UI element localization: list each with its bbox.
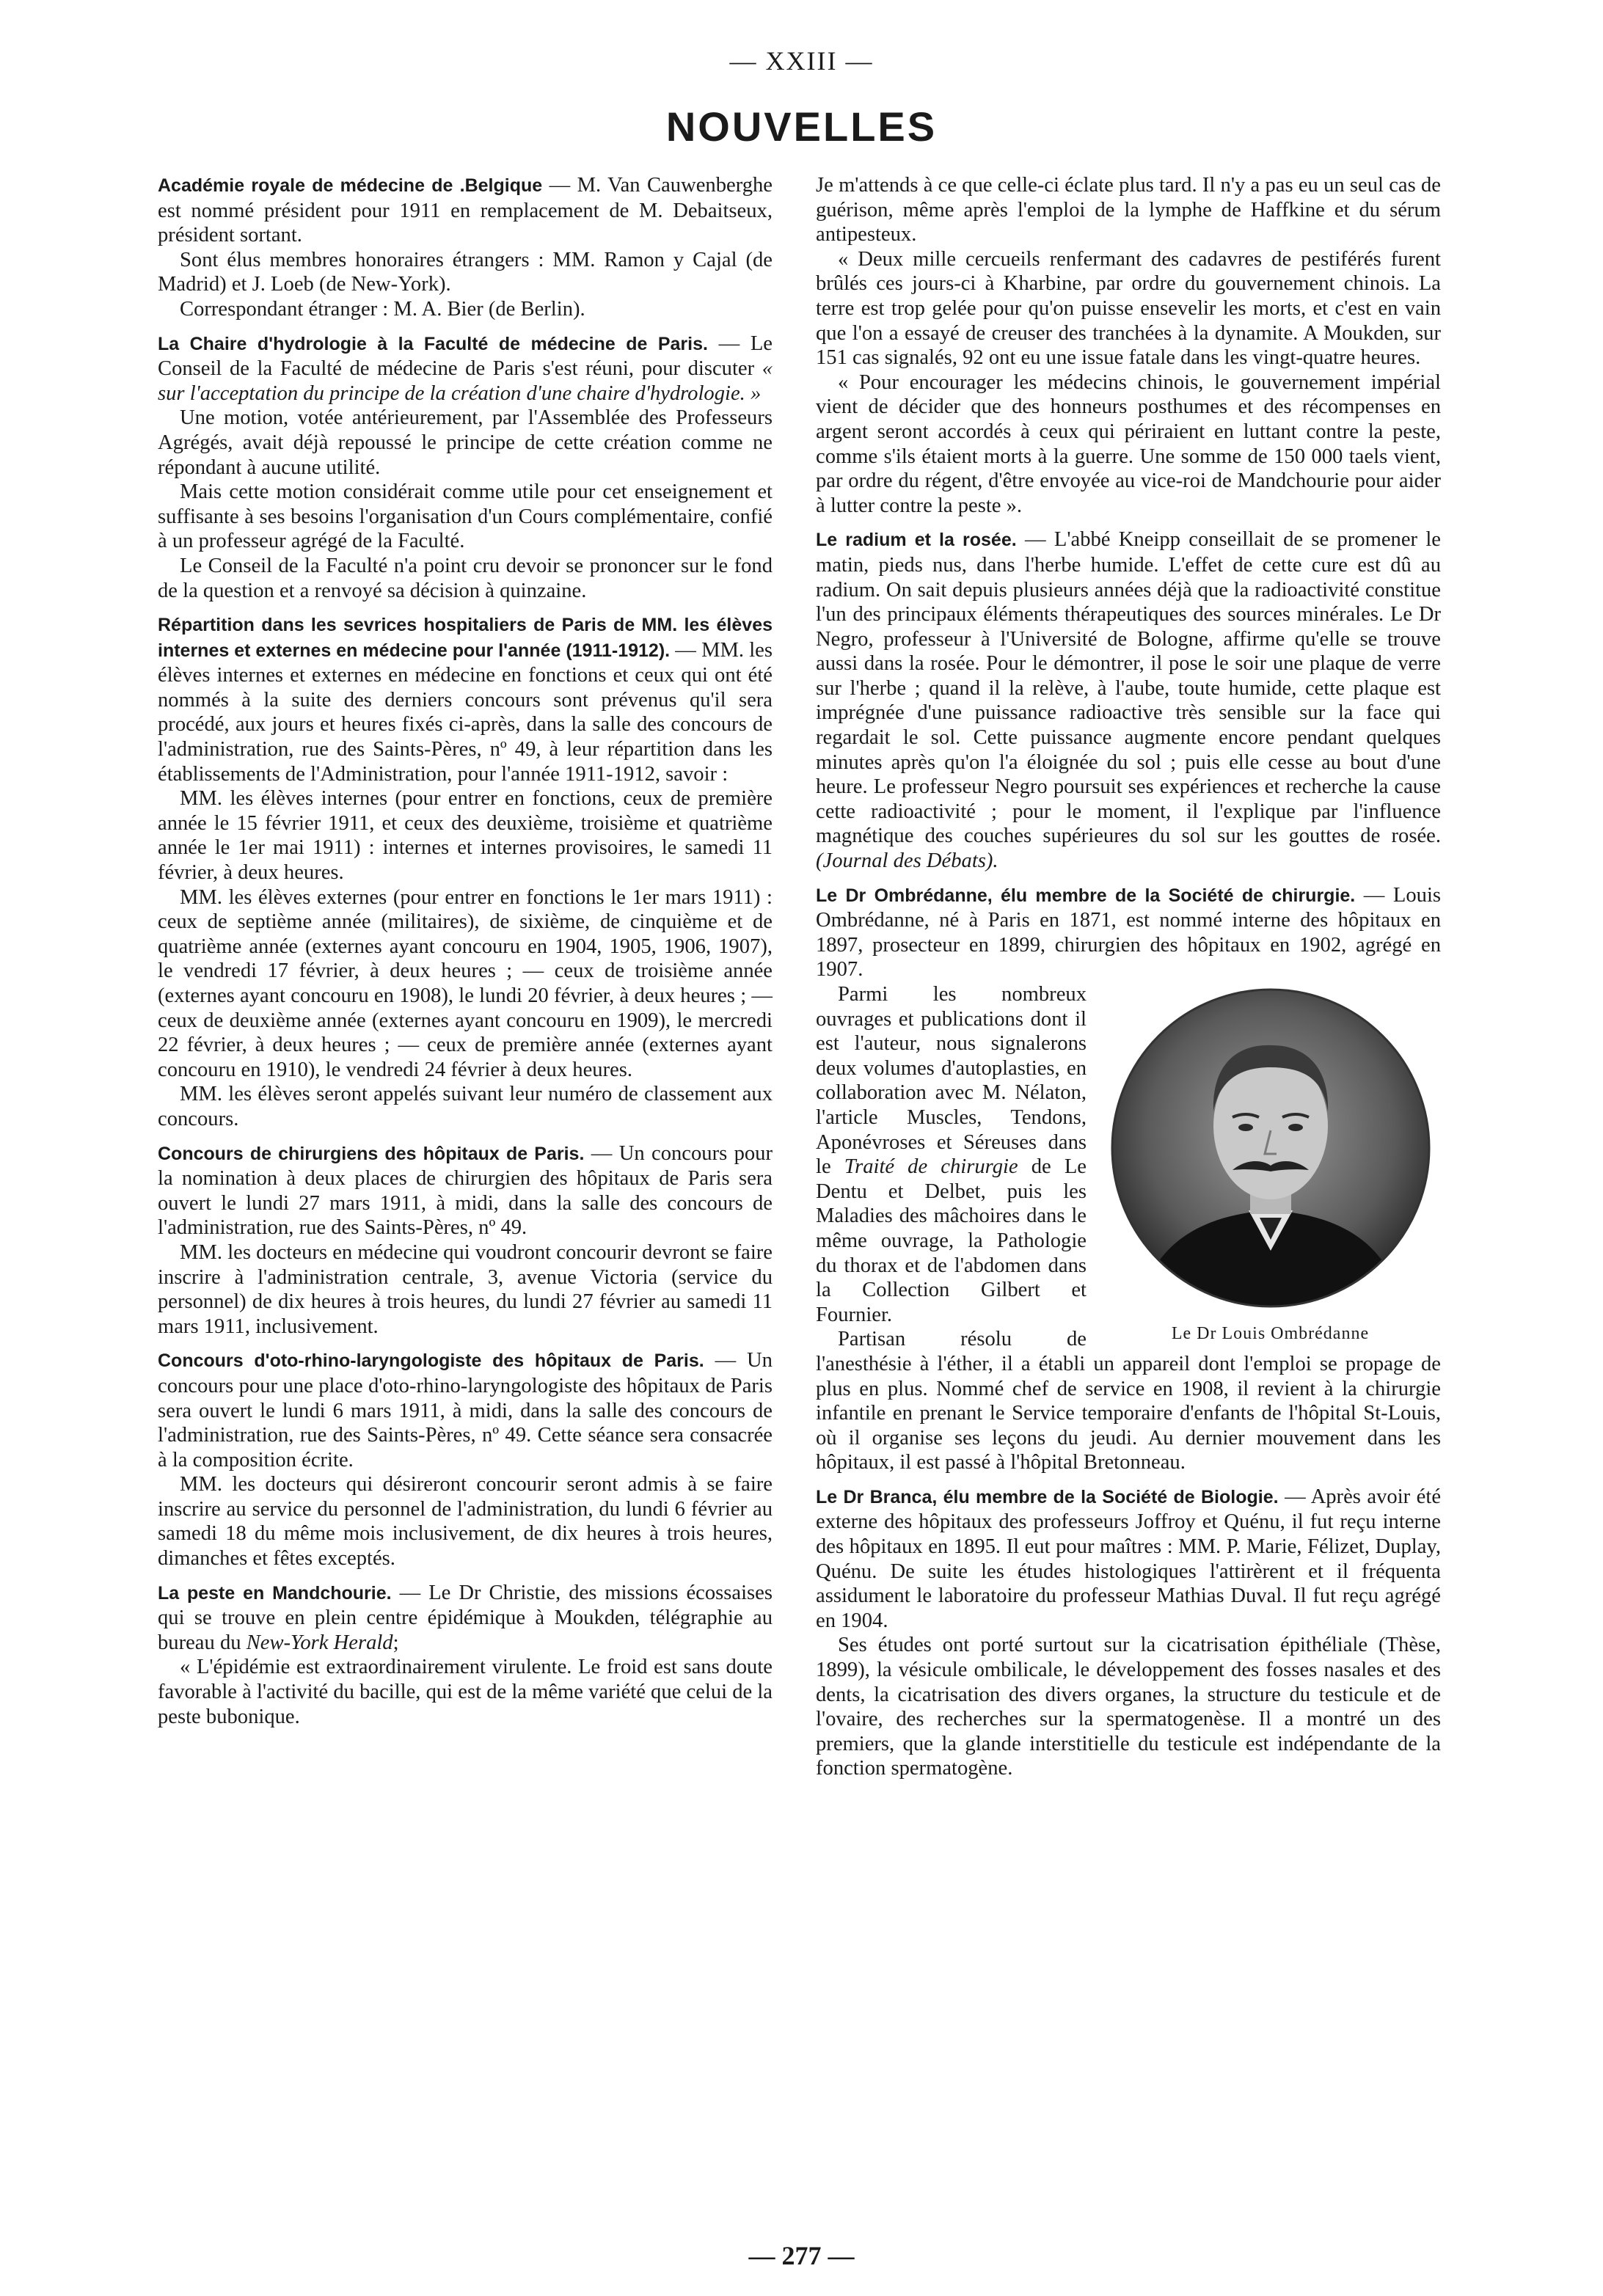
article-peste-continued [816, 173, 1441, 518]
article-paragraph: Le Conseil de la Faculté n'a point cru devoir se prononcer sur le fond de la question et a renvoyé sa décision à quinzaine. [158, 554, 773, 602]
newspaper-name: New-York Herald [246, 1631, 393, 1654]
article-paragraph: MM. les élèves externes (pour entrer en fonctions le 1er mars 1911) : ceux de septième année (militaires), de sixième, de cinquième et de quatrième année (externes ayant concouru en 1904, 1905, 1906, 1907), le vendredi 17 février, à deux heures ; — ceux de troisième année (externes ayant concouru en 1908), le lundi 20 février, à deux heures ; — ceux de deuxième année (externes ayant concouru en 1909), le mercredi 22 février, à deux heures ; — ceux de première année (externes ayant concouru en 1910), le vendredi 24 février à deux heures. [158, 885, 773, 1081]
section-title: NOUVELLES [665, 103, 938, 150]
article-paragraph: MM. les docteurs qui désireront concourir seront admis à se faire inscrire au service du personnel de l'administration, du lundi 6 février au samedi 18 du même mois inclusivement, de dix heures à trois heures, dimanches et fêtes exceptés. [158, 1473, 773, 1571]
article-paragraph: MM. les élèves internes (pour entrer en fonctions, ceux de première année le 15 février 1911, et ceux des deuxième, troisième et quatrième année le 1er mai 1911) : internes et internes provisoires, le samedi 11 février, à deux heures. [158, 787, 773, 885]
portrait-caption: Le Dr Louis Ombrédanne [1171, 1323, 1370, 1343]
article-source: (Journal des Débats). [816, 849, 998, 873]
article-radium-rosee [816, 527, 1441, 873]
article-paragraph: Correspondant étranger : M. A. Bier (de Berlin). [180, 297, 585, 321]
running-head: — XXIII — [729, 46, 874, 76]
article-paragraph: Ses études ont porté surtout sur la cicatrisation épithéliale (Thèse, 1899), la vésicule ombilicale, le développement des fosses nasales et des dents, la cicatrisation des divers organes, la structure du testicule et de l'ovaire, des recherches sur la spermatogenèse. Il a montré un des premiers, que la glande interstitielle du testicule est indépendante de la fonction spermatogène. [816, 1634, 1441, 1780]
article-paragraph: Sont élus membres honoraires étrangers : MM. Ramon y Cajal (de Madrid) et J. Loeb (de New-York). [158, 248, 773, 296]
article-text: — Après avoir été externe des hôpitaux des professeurs Joffroy et Quénu, il fut reçu interne des hôpitaux en 1895. Il eut pour maîtres : MM. P. Marie, Félizet, Duplay, Quénu. De suite les études histologiques l'attirèrent et il fréquenta assidument le laboratoire du professeur Mathias Duval. Il fut reçu agrégé en 1904. [816, 1485, 1442, 1632]
article-text: — Un concours pour la nomination à deux places de chirurgien des hôpitaux de Paris sera ouvert le lundi 27 mars 1911, à midi, dans la salle des concours de l'administration, rue des Saints-Pères, nº 49. [158, 1141, 773, 1240]
article-heading: Académie royale de médecine de .Belgique [158, 175, 543, 196]
article-heading: Le Dr Ombrédanne, élu membre de la Société de chirurgie. [816, 885, 1356, 906]
book-title: Traité de chirurgie [844, 1155, 1018, 1179]
page-number: — 277 — [748, 2241, 855, 2270]
article-paragraph: « Pour encourager les médecins chinois, le gouvernement impérial vient de décider que des honneurs posthumes et des récompenses en argent seront accordés à ceux qui périraient en luttant contre la peste, comme s'ils étaient morts à la guerre. Une somme de 150 000 taels vient, par ordre du régent, d'être envoyée au vice-roi de Mandchourie pour aider à lutter contre la peste ». [816, 370, 1441, 517]
article-heading: Concours d'oto-rhino-laryngologiste des hôpitaux de Paris. [158, 1350, 704, 1372]
article-heading: Le radium et la rosée. [816, 530, 1017, 551]
article-paragraph: « Deux mille cercueils renfermant des cadavres de pestiférés furent brûlés ces jours-ci à Kharbine, par ordre du gouvernement chinois. La terre est trop gelée pour qu'on puisse ensevelir les morts, et c'est en vain que l'on a essayé de creuser des tranchées à la dynamite. A Moukden, sur 151 cas signalés, 92 ont eu une issue fatale dans les vingt-quatre heures. [816, 247, 1441, 370]
article-repartition-eleves [158, 613, 773, 1131]
article-peste-mandchourie [158, 1581, 773, 1730]
article-paragraph: Je m'attends à ce que celle-ci éclate plus tard. Il n'y a pas eu un seul cas de guérison, même après l'emploi de la lymphe de Haffkine et du sérum antipesteux. [816, 174, 1441, 246]
article-heading: Concours de chirurgiens des hôpitaux de Paris. [158, 1143, 585, 1164]
article-academie-belgique [158, 173, 773, 322]
article-paragraph: Mais cette motion considérait comme utile pour cet enseignement et suffisante à ses besoins l'organisation d'un Cours complémentaire, confié à un professeur agrégé de la Faculté. [158, 480, 773, 553]
article-text: Parmi les nombreux ouvrages et publications dont il est l'auteur, nous signalerons deux volumes d'autoplasties, en collaboration avec M. Nélaton, l'article Muscles, Tendons, Aponévroses et Séreuses dans le [816, 983, 1087, 1179]
portrait-photo [1109, 987, 1432, 1309]
article-paragraph: MM. les docteurs en médecine qui voudront concourir devront se faire inscrire à l'administration centrale, 3, avenue Victoria (service du personnel) de dix heures à trois heures, du lundi 27 février au samedi 11 mars 1911, inclusivement. [158, 1240, 773, 1338]
portrait-figure [1100, 987, 1441, 1346]
article-text: — Un concours pour une place d'oto-rhino-laryngologiste des hôpitaux de Paris sera ouvert le lundi 6 mars 1911, à midi, dans la salle des concours de l'administration, rue des Saints-Pères, nº 49. Cette séance sera consacrée à la composition écrite. [158, 1349, 773, 1471]
article-chaire-hydrologie [158, 332, 773, 604]
punctuation: ; [392, 1631, 399, 1654]
article-branca [816, 1485, 1441, 1781]
article-heading: La peste en Mandchourie. [158, 1582, 392, 1604]
article-paragraph: Partisan résolu de l'anesthésie à l'éther, il a établi un appareil dont l'emploi se propage de plus en plus. Nommé chef de service en 1908, il revient à la chirurgie infantile en prenant le Service temporaire d'enfants de l'hôpital St-Louis, où il organise ses leçons du jeudi. Au dernier mouvement dans les hôpitaux, il est passé à l'hôpital Bretonneau. [816, 1328, 1441, 1474]
article-quote: « sur l'acceptation du principe de la création d'une chaire d'hydrologie. » [158, 357, 773, 405]
article-concours-orl [158, 1348, 773, 1571]
article-text: — MM. les élèves internes et externes en médecine en fonctions et ceux qui ont été nommés à la suite des derniers concours sont prévenus qu'il sera procédé, aux jours et heures fixés ci-après, dans la salle des concours de l'administration, rue des Saints-Pères, nº 49, à leur répartition dans les établissements de l'Administration, pour l'année 1911-1912, savoir : [158, 638, 773, 786]
right-column [816, 173, 1441, 1791]
article-paragraph: MM. les élèves seront appelés suivant leur numéro de classement aux concours. [158, 1083, 773, 1130]
article-text: de Le Dentu et Delbet, puis les Maladies des mâchoires dans le même ouvrage, la Pathologie du thorax et de l'abdomen dans la Collection Gilbert et Fournier. [816, 1155, 1087, 1326]
article-concours-chirurgiens [158, 1141, 773, 1339]
article-text: — L'abbé Kneipp conseillait de se promener le matin, pieds nus, dans l'herbe humide. L'effet de cette cure est dû au radium. On sait depuis plusieurs années déjà que la radioactivité constitue l'un des principaux éléments thérapeutiques des sources minérales. Le Dr Negro, professeur à l'Université de Bologne, affirme qu'elle se trouve aussi dans la rosée. Pour le démontrer, il pose le soir une plaque de verre sur l'herbe ; quand il la relève, à l'aube, toute humide, cette plaque est imprégnée d'une puissance radioactive très sensible sur la face qui regardait le sol. Cette puissance augmente encore pendant quelques minutes après qu'on l'a éloignée du sol ; puis elle cesse au bout d'une heure. Le professeur Negro poursuit ses expériences et recherche la cause cette radioactivité ; pour le moment, il l'explique par l'influence magnétique des couches supérieures du sol sur les gouttes de rosée. [816, 528, 1441, 848]
article-text: — Le Dr Christie, des missions écossaises qui se trouve en plein centre épidémique à Moukden, télégraphie au bureau du [158, 1581, 773, 1654]
article-text: — Louis Ombrédanne, né à Paris en 1871, est nommé interne des hôpitaux en 1897, prosecteur en 1899, chirurgien des hôpitaux en 1902, agrégé en 1907. [816, 883, 1442, 981]
article-ombredanne [816, 883, 1441, 1475]
article-heading: La Chaire d'hydrologie à la Faculté de médecine de Paris. [158, 333, 708, 354]
article-heading: Répartition dans les sevrices hospitaliers de Paris de MM. les élèves internes et externes en médecine pour l'année (1911-1912). [158, 615, 773, 661]
article-heading: Le Dr Branca, élu membre de la Société de Biologie. [816, 1486, 1279, 1507]
article-text: — Le Conseil de la Faculté de médecine de Paris s'est réuni, pour discuter [158, 332, 773, 381]
article-paragraph: Une motion, votée antérieurement, par l'Assemblée des Professeurs Agrégés, avait déjà repoussé le principe de cette création comme ne répondant à aucune utilité. [158, 406, 773, 479]
article-paragraph: « L'épidémie est extraordinairement virulente. Le froid est sans doute favorable à l'activité du bacille, qui est de la même variété que celui de la peste bubonique. [158, 1656, 773, 1728]
left-column [158, 173, 773, 1739]
article-text: — M. Van Cauwenberghe est nommé président pour 1911 en remplacement de M. Debaitseux, président sortant. [158, 174, 773, 247]
